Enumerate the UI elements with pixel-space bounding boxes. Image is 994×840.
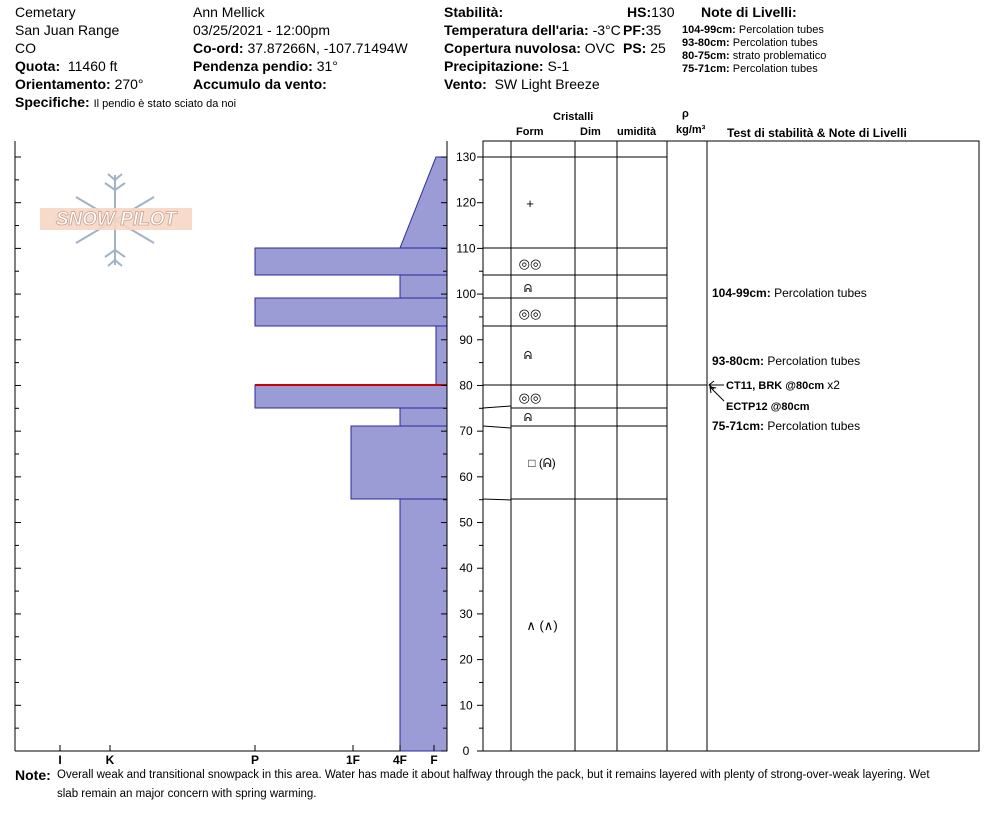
grain-form-symbol: ◎◎ <box>518 306 542 321</box>
pf-value: 35 <box>645 22 662 38</box>
grain-form-symbol: ᕱ <box>523 412 533 424</box>
ps-label: PS: <box>623 40 647 56</box>
hardness-layers <box>255 157 447 751</box>
specifics-label: Specifiche: <box>15 94 90 110</box>
hardness-layer <box>400 408 447 426</box>
observer: Ann Mellick <box>193 4 265 20</box>
air-temp-value: -3°C <box>592 22 621 38</box>
hardness-layer <box>255 385 447 408</box>
depth-tick-label: 50 <box>459 515 473 530</box>
pf-label: PF: <box>623 22 646 38</box>
air-temp-label: Temperatura dell'aria: <box>444 22 589 38</box>
footer-note-line: slab remain an major concern with spring warming. <box>57 788 317 800</box>
hardness-tick: F <box>430 753 438 767</box>
cloud-value: OVC <box>584 40 616 56</box>
depth-tick-label: 110 <box>456 241 476 256</box>
layer-note-range: 93-80cm: <box>682 37 730 49</box>
layer-boundaries <box>483 157 707 500</box>
depth-tick-label: 80 <box>459 378 473 393</box>
stability-notes-header: Test di stabilità & Note di Livelli <box>727 126 907 140</box>
wind-value: SW Light Breeze <box>494 76 600 92</box>
depth-tick-label: 100 <box>455 287 477 302</box>
hardness-tick: K <box>105 753 115 767</box>
grain-form-symbol: ◎◎ <box>518 390 542 405</box>
wind-loading-label: Accumulo da vento: <box>193 76 327 92</box>
layer-note-text: strato problematico <box>732 50 827 62</box>
stability-test-arrows <box>709 381 724 401</box>
depth-tick-label: 60 <box>459 469 473 484</box>
side-note-text: Percolation tubes <box>767 419 861 433</box>
slope-value: 31° <box>316 58 338 74</box>
aspect-value: 270° <box>114 76 144 92</box>
size-header: Dim <box>580 126 601 138</box>
hardness-tick: 4F <box>392 753 408 767</box>
coords-value: 37.87266N, -107.71494W <box>247 40 408 56</box>
side-note <box>712 286 867 300</box>
hardness-tick: P <box>250 753 260 767</box>
grain-form-symbol: ∧ (∧) <box>526 618 558 633</box>
coords-label: Co-ord: <box>193 40 244 56</box>
hardness-layer <box>400 157 447 248</box>
precip-value: S-1 <box>547 58 570 74</box>
grain-form-symbol: + <box>526 196 534 211</box>
hardness-layer <box>400 275 447 298</box>
location-name: Cemetary <box>15 4 76 20</box>
elevation-label: Quota: <box>15 58 61 74</box>
ps-value: 25 <box>650 40 666 56</box>
stability-test: ECTP12 @80cm <box>726 401 810 413</box>
depth-tick-label: 40 <box>459 561 473 576</box>
stability-label: Stabilità: <box>444 4 504 20</box>
layer-table-frame <box>483 141 979 751</box>
hardness-layer <box>255 298 447 326</box>
grain-form-symbol: ◎◎ <box>518 256 542 271</box>
grain-form-symbol: □ (ᕱ) <box>528 456 556 470</box>
footer-note-label: Note: <box>15 767 51 783</box>
hardness-layer <box>351 426 447 499</box>
footer-note-line: Overall weak and transitional snowpack in this area. Water has made it about halfway through the pack, but it remains layered with plenty of strong-over-weak layering. Wet <box>57 769 930 781</box>
mountain-range: San Juan Range <box>15 22 120 38</box>
hardness-layer <box>400 499 447 751</box>
aspect-label: Orientamento: <box>15 76 111 92</box>
layer-note-range: 104-99cm: <box>682 24 736 36</box>
depth-tick-label: 30 <box>459 606 473 621</box>
density-unit-header: kg/m³ <box>676 124 706 136</box>
side-note-range: 93-80cm: <box>712 354 765 368</box>
crystals-header: Cristalli <box>553 111 594 123</box>
layer-notes-title: Note di Livelli: <box>701 4 797 20</box>
layer-note-text: Percolation tubes <box>732 37 818 49</box>
grain-form-symbol: ᕱ <box>523 350 533 362</box>
precip-label: Precipitazione: <box>444 58 544 74</box>
layer-note-range: 75-71cm: <box>682 63 730 75</box>
specifics-value: Il pendio è stato sciato da noi <box>93 98 237 110</box>
cloud-label: Copertura nuvolosa: <box>444 40 581 56</box>
hardness-layer <box>255 248 447 275</box>
state: CO <box>15 40 36 56</box>
side-note-range: 104-99cm: <box>712 286 771 300</box>
hs-value: 130 <box>651 4 675 20</box>
side-note <box>712 354 860 368</box>
left-ticks <box>15 157 21 751</box>
logo-text: SNOW PILOT <box>55 209 177 230</box>
side-note-range: 75-71cm: <box>712 419 765 433</box>
wind-label: Vento: <box>444 76 487 92</box>
stability-test-text: CT11, BRK @80cm <box>726 380 825 392</box>
elevation-value: 11460 ft <box>67 58 118 74</box>
rho-header: ρ <box>682 108 689 120</box>
stability-test-suffix: x2 <box>827 378 840 392</box>
layer-note-range: 80-75cm: <box>682 50 730 62</box>
hardness-tick-marks <box>60 745 434 751</box>
layer-note-text: Percolation tubes <box>738 24 824 36</box>
depth-tick-label: 120 <box>455 195 477 210</box>
side-note-text: Percolation tubes <box>774 286 867 300</box>
side-note-text: Percolation tubes <box>767 354 861 368</box>
depth-tick-label: 20 <box>459 652 473 667</box>
hs-label: HS: <box>627 4 652 20</box>
form-header: Form <box>516 126 544 138</box>
depth-tick-label: 70 <box>459 424 473 439</box>
side-note <box>712 419 860 433</box>
hardness-tick: I <box>58 753 62 767</box>
slope-label: Pendenza pendio: <box>193 58 313 74</box>
datetime: 03/25/2021 - 12:00pm <box>193 22 330 38</box>
depth-tick-label: 90 <box>459 332 473 347</box>
hardness-layer <box>436 326 447 385</box>
depth-tick-label: 10 <box>459 698 473 713</box>
grain-form-symbol: ᕱ <box>523 283 533 295</box>
layer-note-text: Percolation tubes <box>732 63 818 75</box>
stability-test <box>726 378 840 392</box>
hardness-tick: 1F <box>345 753 361 767</box>
depth-tick-label: 130 <box>455 150 477 164</box>
moisture-header: umidità <box>617 126 657 138</box>
depth-tick-label: 0 <box>462 744 470 758</box>
